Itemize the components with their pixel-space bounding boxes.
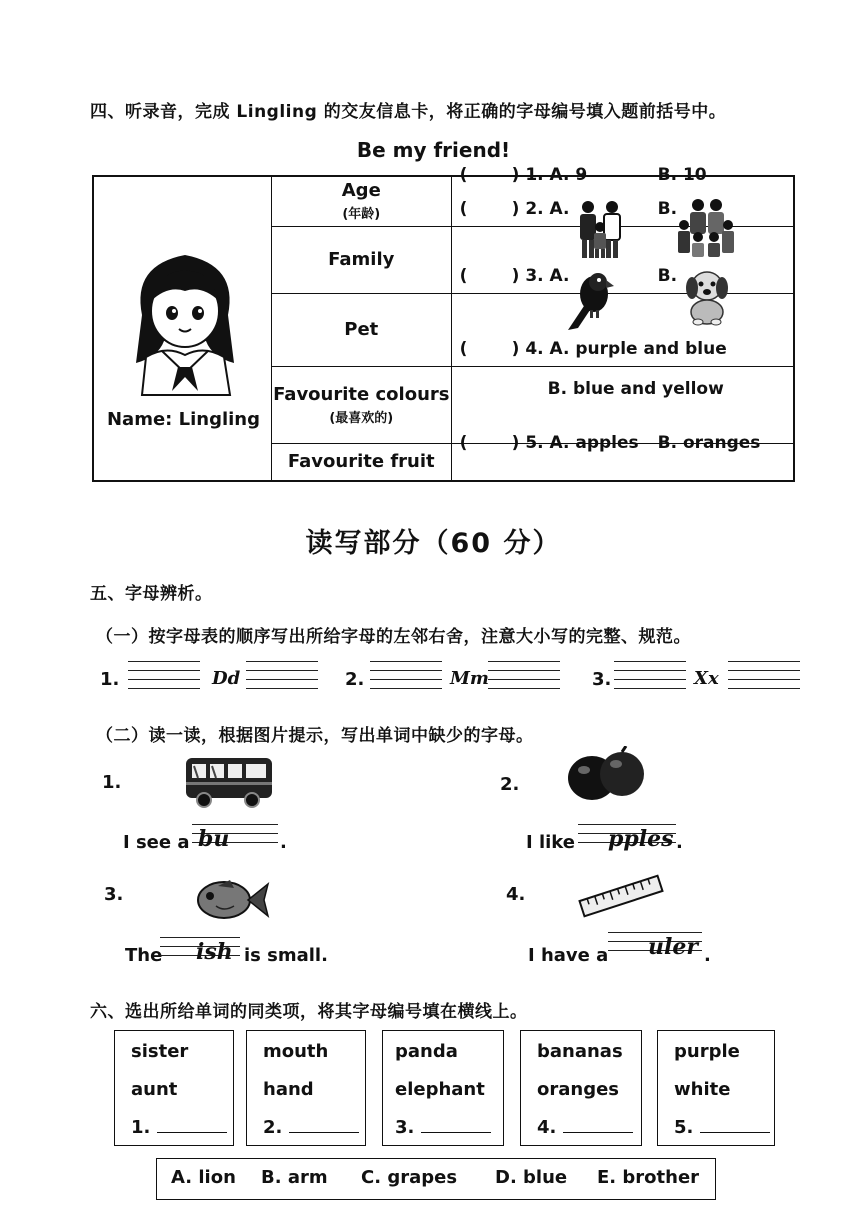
- answer-colours: ( ) 4. A. purple and blue B. blue and yellow: [451, 366, 794, 443]
- apple-icon: [566, 746, 648, 804]
- word-q3-before: The: [125, 945, 163, 966]
- reading-writing-title: 读写部分（60 分）: [305, 528, 562, 559]
- profile-cell: [93, 176, 271, 481]
- fish-icon: [194, 876, 270, 924]
- cat-family: Family: [271, 226, 451, 293]
- letter-q1-given: Dd: [212, 668, 241, 689]
- word-group-2: mouth hand 2.: [246, 1030, 366, 1146]
- letter-q1-right-lines[interactable]: [246, 661, 318, 697]
- parrot-icon: [564, 270, 616, 332]
- letter-q1-num: 1.: [100, 669, 120, 690]
- word-group-1: sister aunt 1.: [114, 1030, 234, 1146]
- puppy-icon: [682, 266, 732, 326]
- word-q4-after: .: [704, 945, 711, 966]
- letter-q2-given: Mm: [450, 668, 489, 689]
- name-label: Name: Lingling: [106, 409, 261, 430]
- section5-heading: 五、字母辨析。: [90, 584, 213, 604]
- word-q3-after: is small.: [244, 945, 328, 966]
- word-q4-partial: uler: [648, 934, 698, 960]
- ruler-icon: [576, 870, 666, 922]
- word-q1-before: I see a: [123, 832, 190, 853]
- word-group-3: panda elephant 3.: [382, 1030, 504, 1146]
- cat-pet: Pet: [271, 293, 451, 366]
- letter-q1-left-lines[interactable]: [128, 661, 200, 697]
- letter-q3-given: Xx: [694, 668, 719, 689]
- letter-q3-num: 3.: [592, 669, 612, 690]
- letter-q3-left-lines[interactable]: [614, 661, 686, 697]
- section6-heading: 六、选出所给单词的同类项，将其字母编号填在横线上。: [90, 1002, 528, 1022]
- answer-blank-2[interactable]: [289, 1132, 359, 1133]
- answer-blank-1[interactable]: [157, 1132, 227, 1133]
- word-group-5: purple white 5.: [657, 1030, 775, 1146]
- big-family-icon: [674, 197, 738, 259]
- word-q2-num: 2.: [500, 774, 520, 795]
- word-q1-after: .: [280, 832, 287, 853]
- word-q1-num: 1.: [102, 772, 122, 793]
- answer-family: ( ) 2. A. B.: [451, 226, 794, 293]
- letter-q2-left-lines[interactable]: [370, 661, 442, 697]
- cat-favourite-fruit: Favourite fruit: [271, 443, 451, 481]
- family-of-three-icon: [572, 199, 628, 259]
- choice-d: D. blue: [495, 1167, 568, 1188]
- choice-box: [156, 1158, 716, 1200]
- answer-pet: ( ) 3. A. B.: [451, 293, 794, 366]
- word-q2-before: I like: [526, 832, 575, 853]
- word-q4-before: I have a: [528, 945, 609, 966]
- card-title: Be my friend!: [356, 138, 511, 162]
- answer-fruit: ( ) 5. A. apples B. oranges: [451, 443, 794, 481]
- friend-info-card: [92, 165, 795, 482]
- word-q2-after: .: [676, 832, 683, 853]
- word-q1-partial: bu: [198, 826, 230, 852]
- letter-q2-num: 2.: [345, 669, 365, 690]
- cat-favourite-colours: Favourite colours (最喜欢的): [271, 366, 451, 443]
- choice-e: E. brother: [597, 1167, 700, 1188]
- cat-age: Age (年龄): [271, 176, 451, 226]
- choice-a: A. lion: [171, 1167, 236, 1188]
- letter-q3-right-lines[interactable]: [728, 661, 800, 697]
- word-q3-num: 3.: [104, 884, 124, 905]
- answer-blank-3[interactable]: [421, 1132, 491, 1133]
- section4-heading: 四、听录音，完成 Lingling 的交友信息卡，将正确的字母编号填入题前括号中。: [90, 102, 727, 122]
- section5-part2-heading: （二）读一读，根据图片提示，写出单词中缺少的字母。: [96, 726, 534, 746]
- choice-c: C. grapes: [361, 1167, 458, 1188]
- letter-q2-right-lines[interactable]: [488, 661, 560, 697]
- bus-icon: [180, 752, 276, 808]
- girl-avatar-icon: [122, 245, 248, 397]
- word-group-4: bananas oranges 4.: [520, 1030, 642, 1146]
- section5-part1-heading: （一）按字母表的顺序写出所给字母的左邻右舍，注意大小写的完整、规范。: [96, 627, 691, 647]
- word-q3-partial: ish: [196, 939, 233, 965]
- answer-blank-4[interactable]: [563, 1132, 633, 1133]
- choice-b: B. arm: [261, 1167, 328, 1188]
- answer-blank-5[interactable]: [700, 1132, 770, 1133]
- word-q4-num: 4.: [506, 884, 526, 905]
- word-q2-partial: pples: [608, 826, 674, 852]
- answer-age: ( ) 1. A. 9 B. 10: [451, 176, 794, 226]
